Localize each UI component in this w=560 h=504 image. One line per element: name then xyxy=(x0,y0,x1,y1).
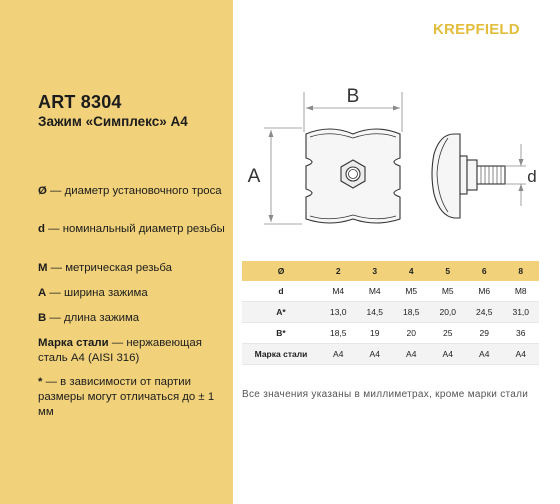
legend-text: — в зависимости от партии размеры могут отличаться до ± 1 мм xyxy=(38,376,215,418)
product-article: ART 8304 xyxy=(38,92,122,112)
legend-term: A xyxy=(38,287,47,299)
table-cell: A4 xyxy=(320,344,357,365)
table-cell: 20,0 xyxy=(430,302,467,323)
spec-table xyxy=(242,261,539,365)
left-panel xyxy=(0,0,233,504)
table-cell: A4 xyxy=(466,344,503,365)
table-header-cell: 5 xyxy=(430,261,467,281)
legend-text: — номинальный диаметр резьбы xyxy=(44,223,225,235)
legend-item-length xyxy=(38,311,230,326)
dimension-b-label: B xyxy=(346,86,360,107)
table-cell: 25 xyxy=(430,323,467,344)
table-cell: A4 xyxy=(393,344,430,365)
table-cell: 13,0 xyxy=(320,302,357,323)
table-cell: A4 xyxy=(430,344,467,365)
legend-item-metric xyxy=(38,261,230,276)
table-cell: 14,5 xyxy=(357,302,394,323)
table-row-label: Марка стали xyxy=(242,344,320,365)
table-cell: 19 xyxy=(357,323,394,344)
table-cell: 24,5 xyxy=(466,302,503,323)
table-cell: M5 xyxy=(430,281,467,302)
clamp-front-view xyxy=(306,129,400,223)
clamp-side-view xyxy=(432,134,505,218)
dimension-b xyxy=(304,86,402,132)
legend-text: — длина зажима xyxy=(46,312,140,324)
table-cell: M5 xyxy=(393,281,430,302)
table-cell: 36 xyxy=(503,323,540,344)
table-row-label: B* xyxy=(242,323,320,344)
table-header-cell: 8 xyxy=(503,261,540,281)
table-row-label: A* xyxy=(242,302,320,323)
legend-item-diameter xyxy=(38,184,230,199)
legend-item-width xyxy=(38,286,230,301)
table-row-label: d xyxy=(242,281,320,302)
dimension-a-label: A xyxy=(247,166,261,187)
clamp-drawing xyxy=(240,74,540,234)
table-header-cell: 4 xyxy=(393,261,430,281)
table-cell: M4 xyxy=(357,281,394,302)
table-cell: 18,5 xyxy=(393,302,430,323)
table-cell: M4 xyxy=(320,281,357,302)
dimension-d xyxy=(506,144,537,206)
table-cell: A4 xyxy=(503,344,540,365)
legend-term: d xyxy=(38,223,45,235)
legend-text: — нержавеющая сталь А4 (AISI 316) xyxy=(38,337,202,364)
table-header-cell: 2 xyxy=(320,261,357,281)
legend-term: * xyxy=(38,376,43,388)
table-cell: 18,5 xyxy=(320,323,357,344)
dimension-a xyxy=(248,128,302,224)
product-name: Зажим «Симплекс» А4 xyxy=(38,114,188,129)
legend-text: — метрическая резьба xyxy=(47,262,172,274)
table-cell: M8 xyxy=(503,281,540,302)
table-row xyxy=(242,302,539,323)
table-cell: 29 xyxy=(466,323,503,344)
table-row xyxy=(242,344,539,365)
table-header-row xyxy=(242,261,539,281)
table-header-cell: 3 xyxy=(357,261,394,281)
table-row xyxy=(242,281,539,302)
legend-term: Ø xyxy=(38,185,47,197)
legend-item-tolerance xyxy=(38,375,230,420)
legend-item-steel xyxy=(38,336,230,366)
legend-term: B xyxy=(38,312,47,324)
table-header-cell: Ø xyxy=(242,261,320,281)
table-cell: 31,0 xyxy=(503,302,540,323)
legend-text: — диаметр установочного троса xyxy=(46,185,222,197)
legend-item-thread xyxy=(38,222,230,237)
legend-term: M xyxy=(38,262,48,274)
legend-text: — ширина зажима xyxy=(46,287,148,299)
table-cell: M6 xyxy=(466,281,503,302)
dimension-d-label: d xyxy=(527,167,537,186)
units-note: Все значения указаны в миллиметрах, кроме марки стали xyxy=(242,389,529,400)
table-row xyxy=(242,323,539,344)
legend-term: Марка стали xyxy=(38,337,109,349)
brand-logo: KREPFIELD xyxy=(433,21,520,38)
table-header-cell: 6 xyxy=(466,261,503,281)
table-cell: A4 xyxy=(357,344,394,365)
table-cell: 20 xyxy=(393,323,430,344)
